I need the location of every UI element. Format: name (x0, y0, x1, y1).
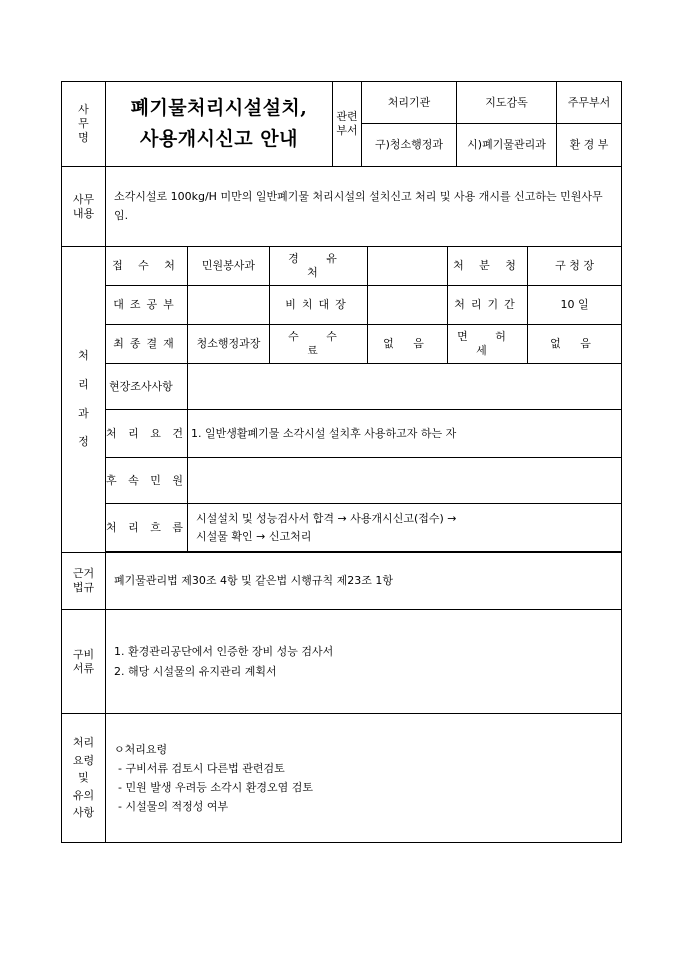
legal-basis-text: 폐기물관리법 제30조 4항 및 같은법 시행규칙 제23조 1항 (106, 553, 622, 610)
via-value (368, 247, 448, 286)
legal-basis-label: 근거 법규 (62, 553, 106, 610)
supervision-value: 시)폐기물관리과 (457, 124, 557, 167)
content-text: 소각시설로 100kg/H 미만의 일반폐기물 처리시설의 설치신고 처리 및 사용 개시를 신고하는 민원사무임. (106, 167, 622, 247)
notes-label: 처리 요령 및 유의 사항 (62, 714, 106, 843)
processing-period-label: 처리기간 (448, 286, 528, 325)
notes-heading: ㅇ처리요령 (114, 742, 168, 756)
reference-ledger-value (188, 286, 270, 325)
flow-value: 시설설치 및 성능검사서 합격 → 사용개시신고(접수) → 시설물 확인 → 신고처리 (188, 504, 622, 552)
followup-label: 후 속 민 원 (106, 458, 188, 504)
page-title: 폐기물처리시설설치, 사용개시신고 안내 (106, 82, 333, 167)
col-main-dept: 주무부서 (557, 82, 622, 124)
via-label: 경 유 처 (270, 247, 368, 286)
required-documents-list (106, 610, 622, 714)
license-tax-label: 면 허 세 (448, 325, 528, 364)
reference-ledger-label: 대조공부 (106, 286, 188, 325)
office-name-label: 사 무 명 (62, 82, 106, 167)
fee-value: 없 음 (368, 325, 448, 364)
content-label: 사무 내용 (62, 167, 106, 247)
col-supervision: 지도감독 (457, 82, 557, 124)
header-table (61, 81, 622, 167)
list-item: - 시설물의 적정성 여부 (118, 800, 229, 814)
final-approval-label: 최종결재 (106, 325, 188, 364)
requirement-value: 1. 일반생활폐기물 소각시설 설치후 사용하고자 하는 자 (188, 410, 622, 458)
reception-value: 민원봉사과 (188, 247, 270, 286)
required-documents-label: 구비 서류 (62, 610, 106, 714)
register-label: 비치대장 (270, 286, 368, 325)
processing-agency-value: 구)청소행정과 (362, 124, 457, 167)
license-tax-value: 없 음 (528, 325, 622, 364)
related-dept-label: 관련 부서 (333, 82, 362, 167)
list-item: 1. 환경관리공단에서 인증한 장비 성능 검사서 (114, 645, 334, 659)
requirement-label: 처 리 요 건 (106, 410, 188, 458)
site-survey-label: 현장조사사항 (106, 364, 188, 410)
notes-content (106, 714, 622, 843)
site-survey-value (188, 364, 622, 410)
processing-period-value: 10 일 (528, 286, 622, 325)
fee-label: 수 수 료 (270, 325, 368, 364)
register-value (368, 286, 448, 325)
reception-label: 접 수 처 (106, 247, 188, 286)
body-table (61, 166, 622, 843)
main-dept-value: 환 경 부 (557, 124, 622, 167)
list-item: 2. 해당 시설물의 유지관리 계획서 (114, 664, 277, 678)
list-item: - 민원 발생 우려등 소각시 환경오염 검토 (118, 781, 313, 794)
list-item: - 구비서류 검토시 다른법 관련검토 (118, 761, 285, 775)
disposal-office-value: 구 청 장 (528, 247, 622, 286)
flow-label: 처 리 흐 름 (106, 504, 188, 552)
disposal-office-label: 처 분 청 (448, 247, 528, 286)
process-label: 처 리 과 정 (62, 247, 106, 553)
followup-value (188, 458, 622, 504)
final-approval-value: 청소행정과장 (188, 325, 270, 364)
col-processing-agency: 처리기관 (362, 82, 457, 124)
